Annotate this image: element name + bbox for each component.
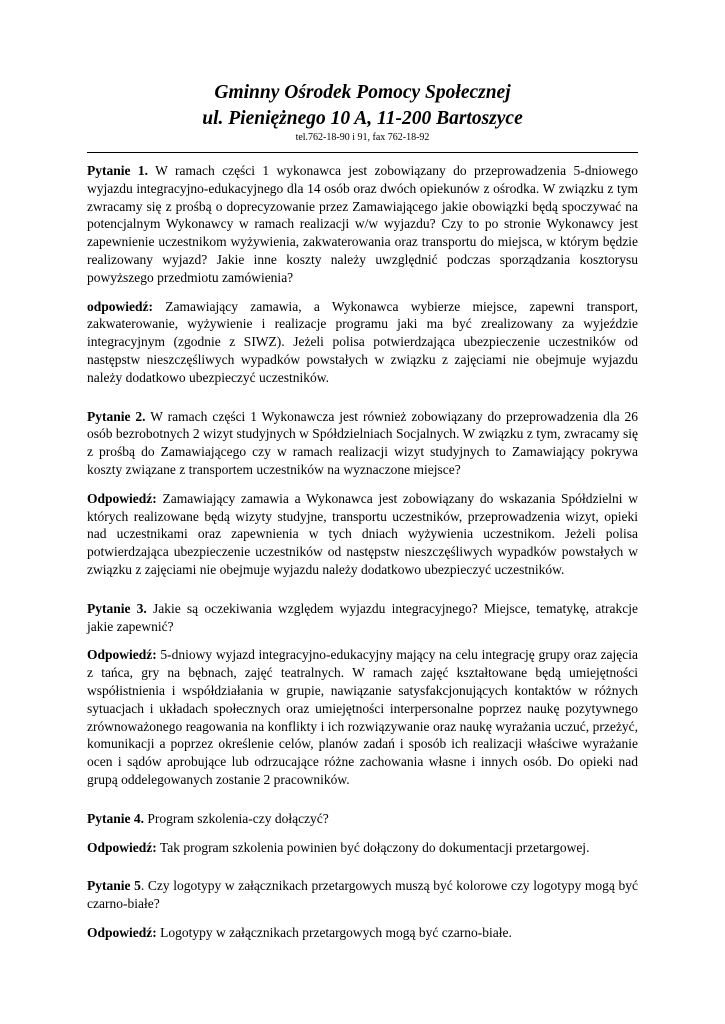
question-3-label: Pytanie 3. — [87, 600, 147, 616]
question-1-text: W ramach części 1 wykonawca jest zobowiązany do przeprowadzenia 5-dniowego wyjazdu integracyjno-edukacyjnego dla 14 osób oraz dwóch opiekunów z ośrodka. W związku z tym zwracamy się z prośbą o doprecyzowanie przez Zamawiającego jakie obowiązki będą spoczywać na potencjalnym Wykonawcy w ramach realizacji w/w wyjazdu? Czy to po stronie Wykonawcy jest zapewnienie uczestnikom wyżywienia, zakwaterowania oraz transportu do miejsca, w którym będzie realizowany wyjazd? Jakie inne koszty należy uwzględnić podczas sporządzania kosztorysu powyższego przedmiotu zamówienia? — [87, 163, 638, 285]
answer-4-text: Tak program szkolenia powinien być dołączony do dokumentacji przetargowej. — [156, 839, 590, 855]
answer-3-text: 5-dniowy wyjazd integracyjno-edukacyjny mający na celu integrację grupy oraz zajęcia z tańca, gry na bębnach, zajęć teatralnych. W ramach zajęć kształtowane będą umiejętności współistnienia i współdziałania w grupie, nawiązanie satysfakcjonujących kontaktów w różnych sytuacjach i układach społecznych oraz umiejętności interpersonalne poprzez naukę pozytywnego zrównoważonego reagowania na konflikty i ich rozwiązywanie oraz naukę wyrażania uczuć, przeżyć, komunikacji a poprzez określenie celów, planów zadań i sposób ich realizacji właściwe wyrażanie ocen i sądów aprobujące lub odrzucające różne zachowania własne i innych osób. Do opieki nad grupą oddelegowanych zostanie 2 pracowników. — [87, 647, 638, 787]
answer-3-label: Odpowiedź: — [87, 647, 157, 663]
organization-address: ul. Pieniężnego 10 A, 11-200 Bartoszyce — [202, 108, 523, 129]
letterhead — [87, 80, 638, 144]
answer-4 — [87, 839, 638, 857]
question-1-label: Pytanie 1. — [87, 163, 148, 178]
question-4 — [87, 810, 638, 828]
organization-name: Gminny Ośrodek Pomocy Społecznej — [214, 82, 511, 103]
document-page — [87, 80, 638, 942]
question-2-label: Pytanie 2. — [87, 408, 146, 424]
answer-3 — [87, 646, 638, 788]
question-1 — [87, 162, 638, 287]
answer-5-label: Odpowiedź: — [87, 924, 157, 940]
question-5 — [87, 877, 638, 913]
question-5-text: . Czy logotypy w załącznikach przetargowych muszą być kolorowe czy logotypy mogą być czarno-białe? — [87, 878, 638, 912]
question-3-text: Jakie są oczekiwania względem wyjazdu integracyjnego? Miejsce, tematykę, atrakcje jakie zapewnić? — [87, 600, 638, 634]
answer-5-text: Logotypy w załącznikach przetargowych mogą być czarno-białe. — [156, 924, 512, 940]
question-4-text: Program szkolenia-czy dołączyć? — [144, 810, 329, 826]
question-3 — [87, 600, 638, 636]
question-2-text: W ramach części 1 Wykonawcza jest również zobowiązany do przeprowadzenia dla 26 osób bezrobotnych 2 wizyt studyjnych w Spółdzielniach Socjalnych. W związku z tym, zwracamy się z prośbą do Zamawiającego czy w ramach realizacji wizyt studyjnych to Zamawiający pokrywa koszty związane z transportem uczestników na wyznaczone miejsce? — [87, 408, 639, 477]
answer-2-label: Odpowiedź: — [87, 490, 157, 506]
answer-2 — [87, 490, 638, 579]
organization-contact: tel.762-18-90 i 91, fax 762-18-92 — [295, 132, 430, 143]
question-2 — [87, 408, 638, 479]
header-divider — [87, 152, 638, 153]
answer-1-text: Zamawiający zamawia, a Wykonawca wybierze miejsce, zapewni transport, zakwaterowanie, wyżywienie i realizacje programu jaki ma być zrealizowany za wyjeździe integracyjnym (zgodnie z SIWZ). Jeżeli polisa potwierdzająca ubezpieczenie uczestników od następstw nieszczęśliwych wypadków powstałych w związku z zajęciami nie obejmuje wyjazdu należy dodatkowo ubezpieczyć uczestników. — [87, 298, 638, 385]
answer-5 — [87, 924, 638, 942]
answer-1 — [87, 298, 638, 387]
answer-4-label: Odpowiedź: — [87, 839, 157, 855]
answer-2-text: Zamawiający zamawia a Wykonawca jest zobowiązany do wskazania Spółdzielni w których realizowane będą wizyty studyjne, transportu uczestników, przeprowadzenia wizyt, opieki nad uczestnikami oraz zapewnienia w tych dniach wyżywienia uczestnikom. Jeżeli polisa potwierdzająca ubezpieczenie uczestników od następstw nieszczęśliwych wypadków powstałych w związku z zajęciami nie obejmuje wyjazdu należy dodatkowo ubezpieczyć uczestników. — [87, 490, 638, 577]
question-4-label: Pytanie 4. — [87, 810, 144, 826]
question-5-label: Pytanie 5 — [87, 878, 141, 894]
answer-1-label: odpowiedź: — [87, 298, 154, 314]
